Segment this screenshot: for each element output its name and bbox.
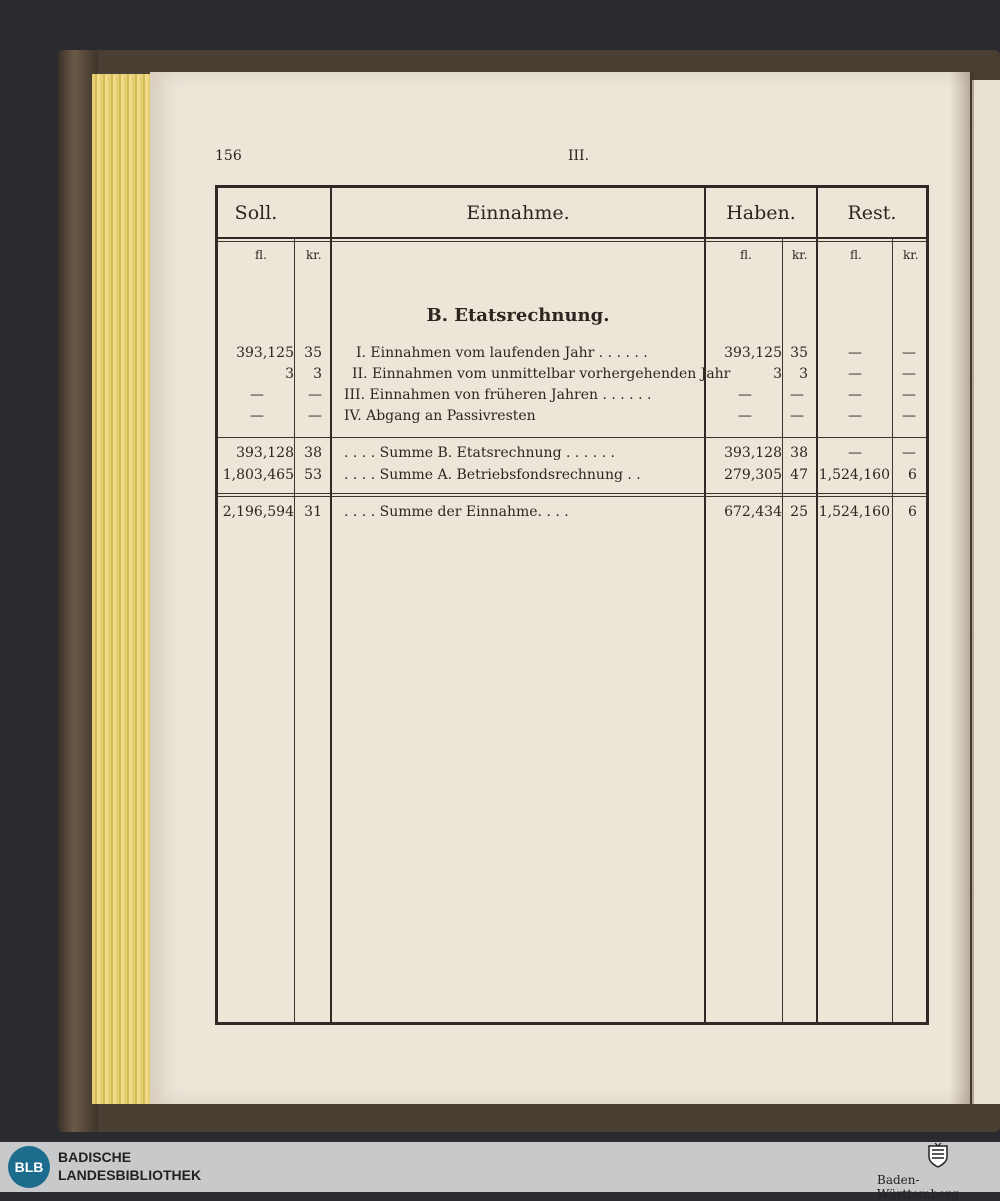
facing-page-edge (972, 80, 1000, 1104)
library-name-line1: BADISCHE (58, 1149, 132, 1165)
sum-a-label: . . . . Summe A. Betriebsfondsrechnung . . (344, 467, 641, 483)
row-2-soll-kr: 3 (313, 366, 322, 382)
library-name[interactable] (58, 1148, 201, 1184)
total-label: . . . . Summe der Einnahme. . . . (344, 504, 569, 520)
row-1-rest-fl: — (848, 345, 862, 361)
state-label[interactable]: Baden-Württemberg (877, 1173, 959, 1201)
col-rule-soll-kr (294, 238, 295, 1024)
unit-soll-fl: fl. (255, 248, 267, 262)
total-rule (218, 493, 926, 494)
row-2-soll-fl: 3 (285, 366, 294, 382)
total-rule-double (218, 496, 926, 497)
unit-haben-kr: kr. (792, 248, 808, 262)
row-2-label: II. Einnahmen vom unmittelbar vorhergehenden Jahr (352, 366, 731, 382)
total-soll-fl: 2,196,594 (222, 504, 294, 520)
sum-rule (218, 437, 926, 438)
total-rest-kr: 6 (908, 504, 917, 520)
row-2-haben-fl: 3 (773, 366, 782, 382)
page-edges (92, 74, 156, 1104)
col-rule-einnahme-haben (704, 188, 706, 1024)
sum-b-rest-kr: — (902, 445, 916, 461)
blb-logo-icon[interactable]: BLB (8, 1146, 50, 1188)
total-haben-kr: 25 (790, 504, 808, 520)
header-einnahme: Einnahme. (466, 202, 570, 224)
sum-b-haben-fl: 393,128 (724, 445, 782, 461)
sum-a-soll-fl: 1,803,465 (222, 467, 294, 483)
row-4-haben-kr: — (790, 408, 804, 424)
gutter-shadow (950, 72, 974, 1104)
row-3-soll-kr: — (308, 387, 322, 403)
sum-b-haben-kr: 38 (790, 445, 808, 461)
sum-a-haben-kr: 47 (790, 467, 808, 483)
unit-rest-kr: kr. (903, 248, 919, 262)
row-1-rest-kr: — (902, 345, 916, 361)
sum-a-soll-kr: 53 (304, 467, 322, 483)
col-rule-rest-kr (892, 238, 893, 1024)
library-name-line2: LANDESBIBLIOTHEK (58, 1167, 202, 1183)
row-2-rest-fl: — (848, 366, 862, 382)
row-4-label: IV. Abgang an Passivresten (344, 408, 536, 424)
header-soll: Soll. (234, 202, 278, 224)
sum-a-rest-kr: 6 (908, 467, 917, 483)
sum-b-label: . . . . Summe B. Etatsrechnung . . . . . . (344, 445, 615, 461)
header-haben: Haben. (726, 202, 796, 224)
unit-rest-fl: fl. (850, 248, 862, 262)
unit-haben-fl: fl. (740, 248, 752, 262)
row-3-rest-fl: — (848, 387, 862, 403)
total-haben-fl: 672,434 (724, 504, 782, 520)
col-rule-haben-rest (816, 188, 818, 1024)
row-1-haben-kr: 35 (790, 345, 808, 361)
page-number: 156 (215, 148, 242, 164)
row-1-soll-kr: 35 (304, 345, 322, 361)
col-rule-haben-kr (782, 238, 783, 1024)
row-3-haben-fl: — (738, 387, 752, 403)
row-4-haben-fl: — (738, 408, 752, 424)
row-2-haben-kr: 3 (799, 366, 808, 382)
state-crest-icon (927, 1143, 949, 1169)
row-1-label: I. Einnahmen vom laufenden Jahr . . . . . . (356, 345, 648, 361)
header-rule (218, 237, 926, 239)
section-title: B. Etatsrechnung. (426, 305, 610, 326)
row-1-haben-fl: 393,125 (724, 345, 782, 361)
sum-b-soll-fl: 393,128 (236, 445, 294, 461)
row-1-soll-fl: 393,125 (236, 345, 294, 361)
sum-a-haben-fl: 279,305 (724, 467, 782, 483)
total-soll-kr: 31 (304, 504, 322, 520)
section-number: III. (568, 148, 590, 164)
row-4-rest-kr: — (902, 408, 916, 424)
row-3-soll-fl: — (250, 387, 264, 403)
sum-b-rest-fl: — (848, 445, 862, 461)
sum-b-soll-kr: 38 (304, 445, 322, 461)
unit-soll-kr: kr. (306, 248, 322, 262)
row-3-label: III. Einnahmen von früheren Jahren . . . . . . (344, 387, 652, 403)
total-rest-fl: 1,524,160 (818, 504, 890, 520)
header-rest: Rest. (847, 202, 897, 224)
row-4-soll-kr: — (308, 408, 322, 424)
row-3-rest-kr: — (902, 387, 916, 403)
row-4-soll-fl: — (250, 408, 264, 424)
row-2-rest-kr: — (902, 366, 916, 382)
row-3-haben-kr: — (790, 387, 804, 403)
header-rule-double (218, 241, 926, 242)
sum-a-rest-fl: 1,524,160 (818, 467, 890, 483)
row-4-rest-fl: — (848, 408, 862, 424)
